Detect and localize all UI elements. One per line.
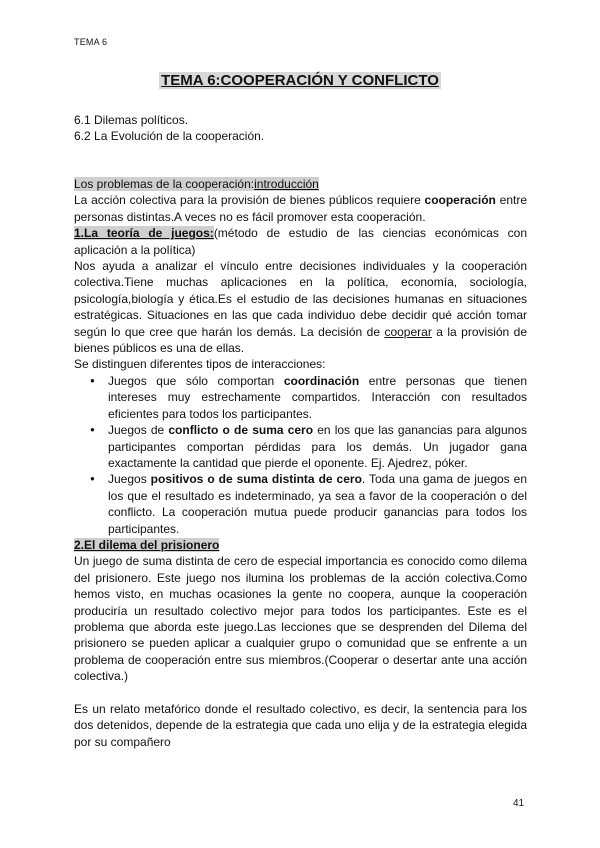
page-number: 41: [513, 798, 525, 809]
toc-item: 6.2 La Evolución de la cooperación.: [74, 129, 265, 143]
text-run: La acción colectiva para la provisión de bienes públicos requiere: [74, 193, 425, 208]
section2-paragraph: Un juego de suma distinta de cero de especial importancia es conocido como dilema del prisionero. Este juego nos ilumina los problemas de la acción colectiva.Como hemos visto, en muchas ocasiones la gente no coopera, aunque la cooperación produciría un resultado colectivo mejor para todos los participantes. Este es el problema que aborda este juego.Las lecciones que se desprenden del Dilema del prisionero se pueden aplicar a cualquier grupo o comunidad que se enfrente a un problema de cooperación entre sus miembros.(Cooperar o desertar ante una acción colectiva.): [74, 554, 527, 684]
bold-term: coordinación: [283, 373, 360, 388]
section2-heading-line: [74, 537, 527, 553]
section2-heading: 2.El dilema del prisionero: [74, 537, 220, 552]
text-run: a la provisión de bienes públicos es una de ellas.: [74, 324, 527, 356]
section1-heading-rest: (método de estudio de las ciencias económicas con aplicación a la política): [74, 226, 527, 257]
intro-heading-text: Los problemas de la cooperación:: [74, 177, 255, 191]
document-body: [74, 176, 527, 750]
section1-heading-line: [74, 225, 527, 258]
list-item: [74, 373, 527, 422]
text-run: entre personas que tienen intereses muy estrechamente compartidos. Interacción con resultados eficientes para todos los participantes.: [108, 373, 527, 421]
page-title: [0, 72, 600, 89]
bold-term: conflicto o de suma cero: [168, 423, 314, 438]
bold-term: cooperación: [424, 193, 496, 208]
section1-heading: 1.La teoría de juegos:: [74, 226, 214, 241]
intro-paragraph: [74, 192, 527, 225]
spacer: [74, 685, 527, 701]
text-run: en los que las ganancias para algunos participantes comportan pérdidas para los demás. Un jugador gana exactamente la cantidad que pierde el oponente. Ej. Ajedrez, póker.: [108, 423, 527, 470]
interaction-types-list: [74, 373, 527, 537]
text-run: Nos ayuda a analizar el vínculo entre decisiones individuales y la cooperación colectiva.Tiene muchas aplicaciones en la política, economía, sociología, psicología,biología y ética.Es el estudio de las decisiones humanas en situaciones estratégicas. Situaciones en las que cada individuo debe decidir qué acción tomar según lo que cree que harán los demás. La decisión de: [74, 259, 527, 339]
text-run: entre personas distintas.A veces no es fácil promover esta cooperación.: [74, 193, 527, 224]
text-run: Juegos: [108, 472, 151, 487]
types-intro: Se distinguen diferentes tipos de interacciones:: [74, 357, 326, 372]
text-run: . Toda una gama de juegos en los que el resultado es indeterminado, ya sea a favor de la cooperación o del conflicto. La cooperación mutua puede producir ganancias para todos los participantes.: [108, 472, 527, 536]
list-item: [74, 471, 527, 537]
toc-item: 6.1 Dilemas políticos.: [74, 113, 189, 127]
table-of-contents: [74, 112, 264, 144]
section1-paragraph: [74, 258, 527, 356]
underlined-term: cooperar: [384, 324, 432, 339]
intro-heading-link: introducción: [254, 177, 319, 191]
bold-term: positivos o de suma distinta de cero: [150, 472, 362, 487]
list-item: [74, 422, 527, 471]
page-title-text: TEMA 6:COOPERACIÓN Y CONFLICTO: [161, 72, 439, 89]
text-run: Juegos que sólo comportan: [108, 373, 284, 388]
intro-heading: [74, 176, 527, 192]
text-run: Juegos de: [108, 423, 169, 438]
section2-paragraph-2: Es un relato metafórico donde el resultado colectivo, es decir, la sentencia para los dos detenidos, depende de la estrategia que cada uno elija y de la estrategia elegida por su compañero: [74, 701, 527, 749]
page-header: TEMA 6: [74, 37, 108, 47]
